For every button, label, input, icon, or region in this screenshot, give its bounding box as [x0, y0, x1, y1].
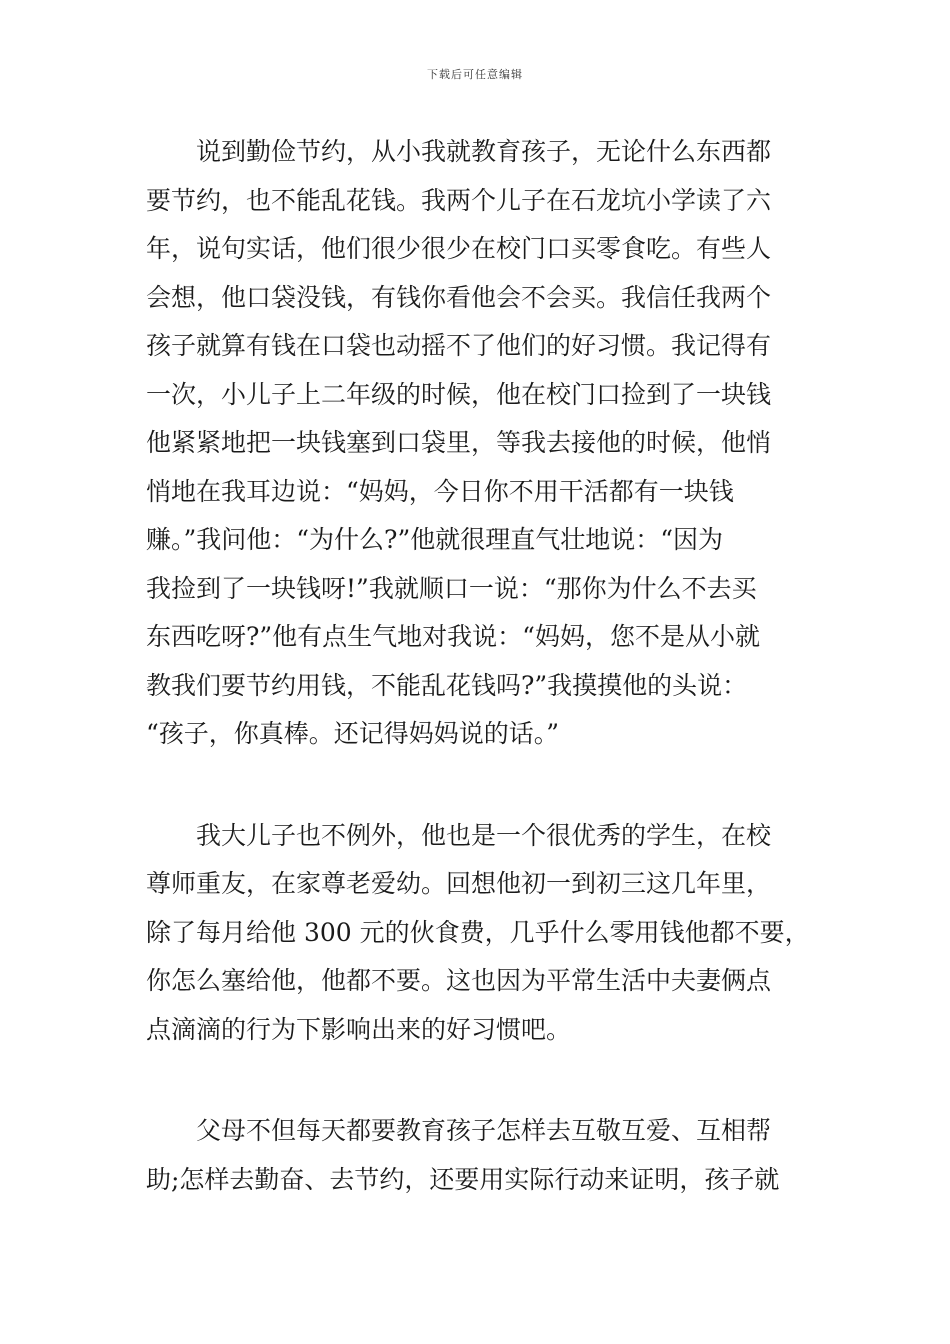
paragraph-2	[146, 812, 816, 1055]
text-line: 我大儿子也不例外，他也是一个很优秀的学生，在校	[146, 820, 772, 850]
text-line: 你怎么塞给他，他都不要。这也因为平常生活中夫妻俩点	[146, 966, 772, 995]
text-line: 我捡到了一块钱呀!”我就顺口一说：“那你为什么不去买	[146, 573, 757, 603]
text-line: 助;怎样去勤奋、去节约，还要用实际行动来证明，孩子就	[146, 1164, 780, 1194]
text-line: 教我们要节约用钱，不能乱花钱吗?”我摸摸他的头说：	[146, 670, 748, 700]
text-line: 要节约，也不能乱花钱。我两个儿子在石龙坑小学读了六	[146, 185, 772, 215]
paragraph-3	[146, 1107, 816, 1204]
text-line: 尊师重友，在家尊老爱幼。回想他初一到初三这几年里，	[146, 869, 772, 898]
text-line: 父母不但每天都要教育孩子怎样去互敬互爱、互相帮	[146, 1116, 772, 1145]
text-line: 年，说句实话，他们很少很少在校门口买零食吃。有些人	[146, 234, 772, 263]
paragraph-1	[146, 128, 816, 759]
text-line: 他紧紧地把一块钱塞到口袋里，等我去接他的时候，他悄	[146, 428, 772, 457]
text-line: 一次，小儿子上二年级的时候，他在校门口捡到了一块钱	[146, 379, 772, 409]
text-line: 孩子就算有钱在口袋也动摇不了他们的好习惯。我记得有	[146, 331, 772, 360]
text-line: 点滴滴的行为下影响出来的好习惯吧。	[146, 1014, 572, 1044]
page-header: 下载后可任意编辑	[427, 68, 523, 81]
text-line: 说到勤俭节约，从小我就教育孩子，无论什么东西都	[146, 137, 772, 166]
text-line: 除了每月给他 300 元的伙食费，几乎什么零用钱他都不要，	[146, 917, 810, 947]
text-line: 东西吃呀?”他有点生气地对我说：“妈妈，您不是从小就	[146, 622, 760, 651]
text-line: 赚。”我问他：“为什么?”他就很理直气壮地说：“因为	[146, 525, 724, 554]
text-line: 悄地在我耳边说：“妈妈，今日你不用干活都有一块钱	[146, 476, 734, 506]
text-line: “孩子，你真棒。还记得妈妈说的话。”	[146, 719, 560, 748]
document-body	[146, 128, 816, 1204]
text-line: 会想，他口袋没钱，有钱你看他会不会买。我信任我两个	[146, 282, 772, 312]
